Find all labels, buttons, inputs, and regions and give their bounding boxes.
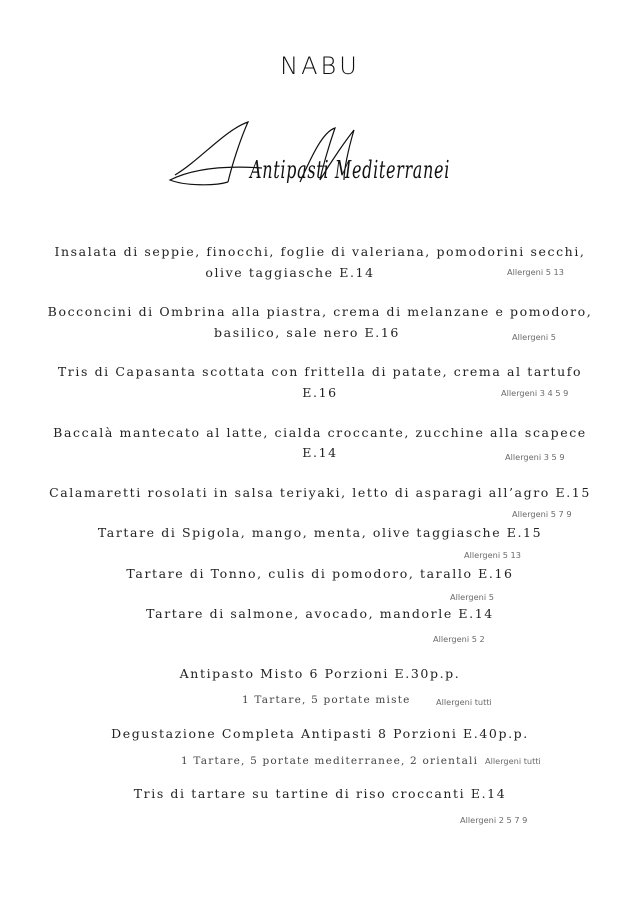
menu-item-title: Calamaretti rosolati in salsa teriyaki, letto di asparagi all’agro E.15 bbox=[49, 485, 591, 500]
brand-logo: NABU bbox=[280, 52, 360, 80]
menu-item-title: Insalata di seppie, finocchi, foglie di valeriana, pomodorini secchi, bbox=[54, 244, 586, 259]
allergen-note: Allergeni 3 5 9 bbox=[505, 452, 565, 462]
allergen-note: Allergeni 5 13 bbox=[507, 267, 564, 277]
menu-item-title: Degustazione Completa Antipasti 8 Porzioni E.40p.p. bbox=[111, 726, 529, 741]
allergen-note: Allergeni tutti bbox=[485, 756, 541, 766]
menu-item-line2: E.16 bbox=[302, 385, 338, 400]
menu-item-title: Tartare di Spigola, mango, menta, olive taggiasche E.15 bbox=[97, 525, 543, 540]
menu-item-line2: olive taggiasche E.14 bbox=[205, 265, 375, 280]
menu-item-title: Antipasto Misto 6 Porzioni E.30p.p. bbox=[179, 666, 461, 681]
allergen-note: Allergeni 5 13 bbox=[464, 550, 521, 560]
menu-item-subline: 1 Tartare, 5 portate miste bbox=[242, 694, 411, 706]
allergen-note: Allergeni tutti bbox=[436, 697, 492, 707]
menu-item-title: Tartare di Tonno, culis di pomodoro, tarallo E.16 bbox=[126, 566, 514, 581]
section-title-text: Antipasti Mediterranei bbox=[248, 156, 450, 184]
allergen-note: Allergeni 5 7 9 bbox=[512, 509, 572, 519]
allergen-note: Allergeni 5 2 bbox=[433, 634, 485, 644]
menu-item-title: Bocconcini di Ombrina alla piastra, crema di melanzane e pomodoro, bbox=[47, 304, 593, 319]
menu-item-line2: E.14 bbox=[302, 445, 338, 460]
menu-item-title: Tris di tartare su tartine di riso croccanti E.14 bbox=[133, 786, 507, 801]
menu-item-title: Tartare di salmone, avocado, mandorle E.14 bbox=[146, 606, 494, 621]
allergen-note: Allergeni 5 bbox=[512, 332, 556, 342]
allergen-note: Allergeni 5 bbox=[450, 592, 494, 602]
menu-item-line2: basilico, sale nero E.16 bbox=[214, 325, 400, 340]
menu-item-title: Tris di Capasanta scottata con frittella di patate, crema al tartufo bbox=[57, 364, 583, 379]
section-title bbox=[0, 120, 640, 190]
menu-item-title: Baccalà mantecato al latte, cialda croccante, zucchine alla scapece bbox=[53, 425, 587, 440]
menu-item-subline: 1 Tartare, 5 portate mediterranee, 2 orientali bbox=[181, 755, 479, 767]
allergen-note: Allergeni 3 4 5 9 bbox=[501, 388, 569, 398]
allergen-note: Allergeni 2 5 7 9 bbox=[460, 815, 528, 825]
